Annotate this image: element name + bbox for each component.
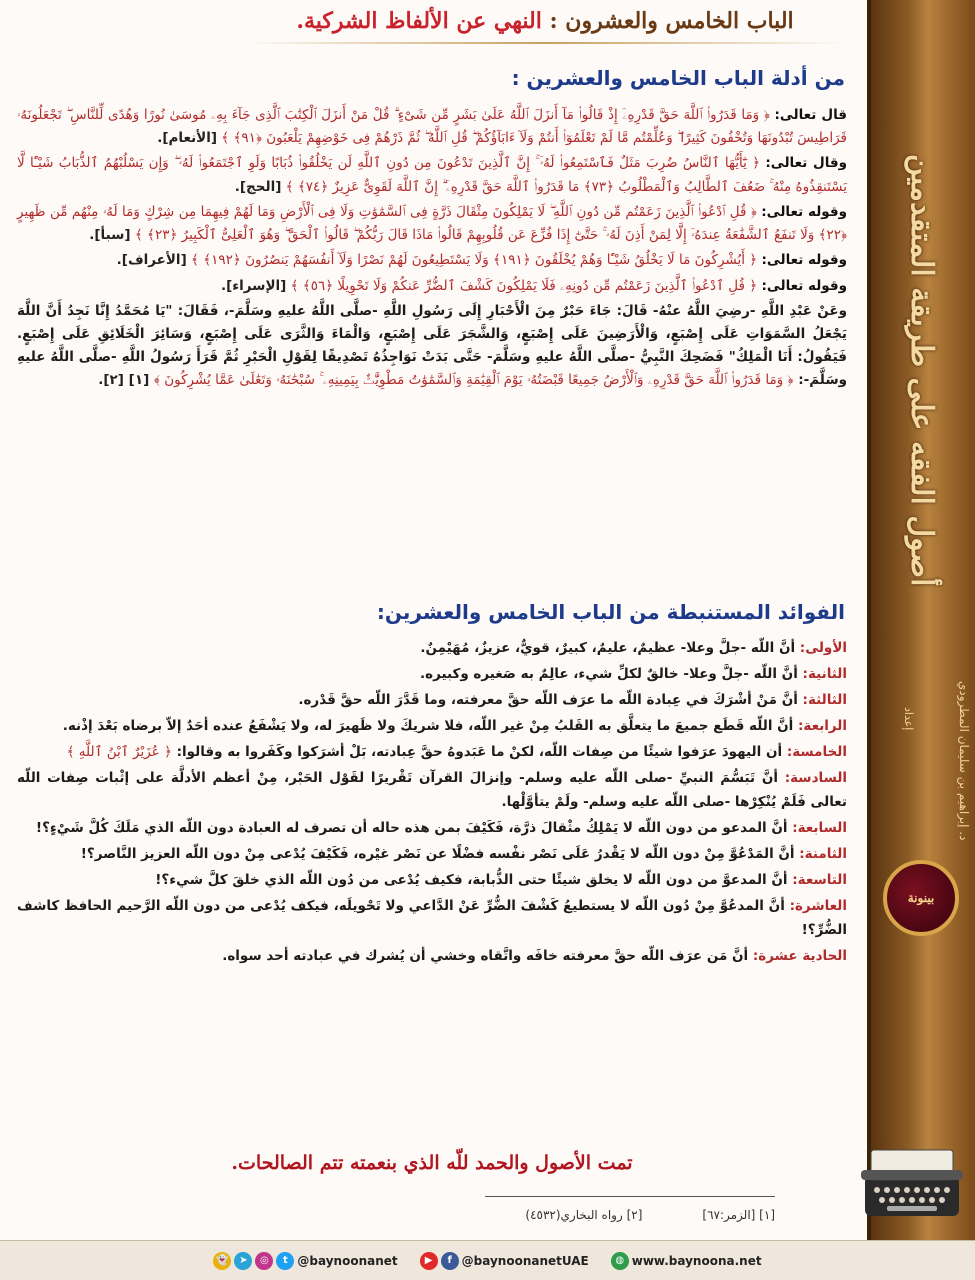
typewriter-icon (857, 1130, 967, 1230)
page-header (240, 8, 850, 38)
website-link[interactable]: www.baynoona.net (631, 1253, 762, 1268)
social-group-2[interactable] (420, 1252, 589, 1270)
benefit-text: أنَّ المَدْعُوَّ مِنْ دون اللّه لا يَقْدرُ عَلَى نَصْر نفْسه فضْلًا عن نَصْر غيْره، فَكَيْفَ يُدْعى مِنْ دون اللّه العزيز النَّاصر؟! (80, 846, 795, 863)
evidence-item (17, 201, 847, 247)
twitter-icon[interactable]: t (276, 1252, 294, 1270)
header-separator: : (549, 8, 558, 34)
series-title: أصول الفقه على طريقة المتقدمين (904, 153, 939, 587)
benefit-item (17, 868, 847, 892)
instagram-icon[interactable]: ◎ (255, 1252, 273, 1270)
benefit-label: الحادية عشرة: (752, 948, 847, 965)
logo-text: بينونة (907, 891, 935, 905)
benefit-label: الرابعة: (798, 718, 847, 735)
benefit-label: السادسة: (784, 770, 848, 787)
evidence-item (17, 104, 847, 150)
benefits-list (17, 636, 847, 970)
evidences-list (17, 104, 847, 395)
benefit-item (17, 714, 847, 738)
surah-reference: [الإسراء]. (220, 277, 287, 294)
quran-verse: ﴿ عُزَيْرٌ ٱبْنُ ٱللَّهِ ﴾ (66, 744, 172, 761)
benefit-text: أنَّ اللّه -جلَّ وعلا- خالقٌ لكلِّ شيء، عالِمٌ به صَغيره وكبيره. (419, 666, 798, 683)
evidence-item (17, 275, 847, 298)
youtube-icon[interactable]: ▶ (420, 1252, 438, 1270)
hadith-refs: [١] [٢]. (98, 372, 150, 389)
evidence-item (17, 249, 847, 272)
benefit-item (17, 688, 847, 712)
benefit-label: العاشرة: (789, 898, 847, 915)
benefit-text: أنَّ مَن عرَف اللّه حقَّ معرفته خافَه واتَّقاه وخشي أن يُشرك في عبادته أحد سواه. (222, 948, 749, 965)
telegram-icon[interactable]: ➤ (234, 1252, 252, 1270)
evidence-label: وقوله تعالى: (761, 203, 847, 220)
benefit-label: التاسعة: (792, 872, 847, 889)
benefit-label: الثامنة: (799, 846, 847, 863)
benefit-text: أنَّ المدعو من دون اللّه لا يَمْلِكُ مثْقالَ ذرَّة، فَكَيْفَ بمن هذه حاله أن تصرف له العبادة دون اللّه الذي مَلَكَ كُلَّ شَيْءٍ؟! (35, 820, 788, 837)
author-name: د. إبراهيم بن سليمان المطرودي (957, 680, 971, 840)
baynoona-logo (883, 860, 959, 936)
snapchat-icon[interactable]: 👻 (213, 1252, 231, 1270)
hadith-paragraph (17, 300, 847, 393)
benefit-item (17, 740, 847, 764)
footnote-2: [٢] رواه البخاري(٤٥٣٢) (525, 1208, 643, 1222)
quran-verse: ﴿ وَمَا قَدَرُوا۟ ٱللَّهَ حَقَّ قَدْرِهِۦ وَٱلْأَرْضُ جَمِيعًا قَبْضَتُهُۥ يَوْمَ ٱلْقِيَٰمَةِ وَٱلسَّمَٰوَٰتُ مَطْوِيَّٰتٌۢ بِيَمِينِهِۦ ۚ سُبْحَٰنَهُۥ وَتَعَٰلَىٰ عَمَّا يُشْرِكُونَ ﴾ (153, 372, 794, 389)
surah-reference: [الأعراف]. (116, 252, 187, 269)
benefit-label: الخامسة: (786, 744, 847, 761)
footnotes (375, 1208, 775, 1222)
evidence-label: وقال تعالى: (765, 155, 847, 172)
evidences-section-title: من أدلة الباب الخامس والعشرين : (511, 66, 845, 90)
benefit-label: الثانية: (802, 666, 847, 683)
side-banner (867, 0, 975, 1240)
benefit-item (17, 636, 847, 660)
evidence-item (17, 152, 847, 198)
chapter-number: الباب الخامس والعشرون (565, 8, 794, 34)
benefit-text: أنَّ المدعوَّ من دون اللّه لا يخلق شيئًا حتى الذُّبابة، فكيف يُدْعى من دُون اللّه الذي خلقَ كلَّ شيء؟! (155, 872, 788, 889)
benefit-text: أنَّ تَبَسُّمَ النبيِّ -صلى اللّه عليه وسلم- وإنزالَ القرآن تَقْريرًا لقَوْل الحَبْر، مِنْ أعظم الأدلَّة على إثْبات صِفات اللّه تعالى فَلَمْ يُنْكِرْها -صلى اللّه عليه وسلم- ولَمْ يتأوَّلْها. (17, 770, 847, 811)
social-group-1[interactable] (213, 1252, 397, 1270)
benefit-item (17, 662, 847, 686)
prepared-by-label: إعداد (902, 706, 915, 730)
social-handle-uae[interactable]: @baynoonanetUAE (461, 1253, 589, 1268)
evidence-label: وقوله تعالى: (761, 277, 847, 294)
benefit-text: أنَّ المدعُوَّ مِنْ دُون اللّه لا يستطيعُ كَشْفَ الضُّرِّ عَنْ الدَّاعي ولا تَحْويلَه، فيكف يُدْعى من دون اللّه الرَّحيم الحافظ كاشف الضُّرِّ؟! (17, 898, 847, 939)
benefit-item (17, 816, 847, 840)
closing-statement: تمت الأصول والحمد للّه الذي بنعمته تتم الصالحات. (231, 1152, 633, 1174)
quran-verse: ﴿ قُلِ ٱدْعُوا۟ ٱلَّذِينَ زَعَمْتُم مِّن دُونِهِۦ فَلَا يَمْلِكُونَ كَشْفَ ٱلضُّرِّ عَنكُمْ وَلَا تَحْوِيلًا ﴿٥٦﴾ ﴾ (290, 277, 758, 294)
globe-icon[interactable]: ◍ (611, 1252, 629, 1270)
benefit-text: أنَّ اللّه قَطَع جميعَ ما يتعلَّق به القَلبُ مِنْ غير اللّه، فلا شريكَ ولا ظَهيرَ له، ولا يَشْفَعُ عنده أحَدٌ إلاّ برضاه بَعْدَ إذْنه. (62, 718, 794, 735)
benefit-item (17, 842, 847, 866)
quran-verse: ﴿ قُلِ ٱدْعُوا۟ ٱلَّذِينَ زَعَمْتُم مِّن دُونِ ٱللَّهِ ۖ لَا يَمْلِكُونَ مِثْقَالَ ذَرَّةٍ فِى ٱلسَّمَٰوَٰتِ وَلَا فِى ٱلْأَرْضِ وَمَا لَهُمْ فِيهِمَا مِن شِرْكٍ وَمَا لَهُۥ مِنْهُم مِّن ظَهِيرٍ ﴿٢٢﴾ وَلَا تَنفَعُ ٱلشَّفَٰعَةُ عِندَهُۥٓ إِلَّا لِمَنْ أَذِنَ لَهُۥ ۚ حَتَّىٰٓ إِذَا فُزِّعَ عَن قُلُوبِهِمْ قَالُوا۟ مَاذَا قَالَ رَبُّكُمْ ۖ قَالُوا۟ ٱلْحَقَّ ۖ وَهُوَ ٱلْعَلِىُّ ٱلْكَبِيرُ ﴿٢٣﴾ ﴾ (17, 203, 847, 244)
header-divider (245, 42, 845, 44)
quran-verse: ﴿ وَمَا قَدَرُوا۟ ٱللَّهَ حَقَّ قَدْرِهِۦٓ إِذْ قَالُوا۟ مَآ أَنزَلَ ٱللَّهُ عَلَىٰ بَشَرٍ مِّن شَىْءٍ ۗ قُلْ مَنْ أَنزَلَ ٱلْكِتَٰبَ ٱلَّذِى جَآءَ بِهِۦ مُوسَىٰ نُورًا وَهُدًى لِّلنَّاسِ ۖ تَجْعَلُونَهُۥ قَرَاطِيسَ تُبْدُونَهَا وَتُخْفُونَ كَثِيرًا ۖ وَعُلِّمْتُم مَّا لَمْ تَعْلَمُوٓا۟ أَنتُمْ وَلَآ ءَابَآؤُكُمْ ۖ قُلِ ٱللَّهُ ۖ ثُمَّ ذَرْهُمْ فِى خَوْضِهِمْ يَلْعَبُونَ ﴿٩١﴾ ﴾ (17, 107, 847, 147)
chapter-title: النهي عن الألفاظ الشركية. (296, 8, 542, 34)
evidence-label: قال تعالى: (774, 107, 847, 123)
benefit-text: أن اليهودَ عرَفوا شيئًا من صِفات اللّه، لكنْ ما عَبَدوهُ حقَّ عِبادته، بَلْ أشرَكوا وكَفَروا به وقالوا: (176, 744, 783, 761)
benefits-section-title: الفوائد المستنبطة من الباب الخامس والعشرين: (376, 600, 845, 624)
benefit-item (17, 894, 847, 942)
benefit-label: الأولى: (799, 640, 847, 656)
surah-reference: [الحج]. (234, 178, 282, 195)
footnote-1: [١] [الزمر:٦٧] (702, 1208, 775, 1222)
social-handle[interactable]: @baynoonanet (297, 1253, 398, 1268)
benefit-item (17, 766, 847, 814)
evidence-label: وقوله تعالى: (761, 252, 847, 269)
surah-reference: [سبأ]. (89, 227, 131, 244)
social-footer (0, 1240, 975, 1280)
facebook-icon[interactable]: f (441, 1252, 459, 1270)
footnote-divider (485, 1196, 775, 1197)
benefit-label: السابعة: (792, 820, 847, 837)
quran-verse: ﴿ يَٰٓأَيُّهَا ٱلنَّاسُ ضُرِبَ مَثَلٌ فَٱسْتَمِعُوا۟ لَهُۥٓ ۚ إِنَّ ٱلَّذِينَ تَدْعُونَ مِن دُونِ ٱللَّهِ لَن يَخْلُقُوا۟ ذُبَابًا وَلَوِ ٱجْتَمَعُوا۟ لَهُۥ ۖ وَإِن يَسْلُبْهُمُ ٱلذُّبَابُ شَيْـًٔا لَّا يَسْتَنقِذُوهُ مِنْهُ ۚ ضَعُفَ ٱلطَّالِبُ وَٱلْمَطْلُوبُ ﴿٧٣﴾ مَا قَدَرُوا۟ ٱللَّهَ حَقَّ قَدْرِهِۦٓ ۗ إِنَّ ٱللَّهَ لَقَوِىٌّ عَزِيزٌ ﴿٧٤﴾ ﴾ (17, 155, 847, 195)
quran-verse: ﴿ أَيُشْرِكُونَ مَا لَا يَخْلُقُ شَيْـًٔا وَهُمْ يُخْلَقُونَ ﴿١٩١﴾ وَلَا يَسْتَطِيعُونَ لَهُمْ نَصْرًا وَلَآ أَنفُسَهُمْ يَنصُرُونَ ﴿١٩٢﴾ ﴾ (191, 252, 758, 269)
surah-reference: [الأنعام]. (157, 130, 217, 147)
benefit-item (17, 944, 847, 968)
website-group[interactable] (611, 1252, 762, 1270)
benefit-text: أنَّ اللّه -جلَّ وعلا- عظيمٌ، عليمٌ، كبيرٌ، قويٌّ، عزيزٌ، مُهَيْمِنٌ. (420, 640, 796, 656)
hadith-text: وعَنْ عَبْدِ اللَّهِ -رضِيَ اللَّهُ عنْهُ- قَالَ: جَاءَ حَبْرٌ مِنَ الْأَحْبَارِ إِلَى رَسُولِ اللَّهِ -صلَّى اللَّهُ عليهِ وسَلَّمَ-، فَقَالَ: "يَا مُحَمَّدُ إِنَّا نَجِدُ أَنَّ اللَّهَ يَجْعَلُ السَّمَوَاتِ عَلَى إِصْبَعٍ، وَالْأَرَضِينَ عَلَى إِصْبَعٍ، وَالشَّجَرَ عَلَى إِصْبَعٍ، وَالْمَاءَ وَالثَّرَى عَلَى إِصْبَعٍ، وَسَائِرَ الْخَلَائِقِ عَلَى إِصْبَعٍ. فَيَقُولُ: أَنَا الْمَلِكُ" فَضَحِكَ النَّبِيُّ -صلَّى اللَّهُ عليهِ وسَلَّمَ- حَتَّى بَدَتْ نَوَاجِذُهُ تَصْدِيقًا لِقَوْلِ الْحَبْرِ ثُمَّ قَرَأَ رَسُولُ اللَّهِ -صلَّى اللَّهُ عليهِ وسَلَّمَ-: (17, 302, 847, 389)
benefit-text: أنَّ مَنْ أشْرَكَ في عِبادة اللّه ما عرَف اللّه حقَّ معرفته، وما قَدَّرَ اللّه حقَّ قَدْره. (298, 692, 798, 709)
benefit-label: الثالثة: (802, 692, 847, 709)
